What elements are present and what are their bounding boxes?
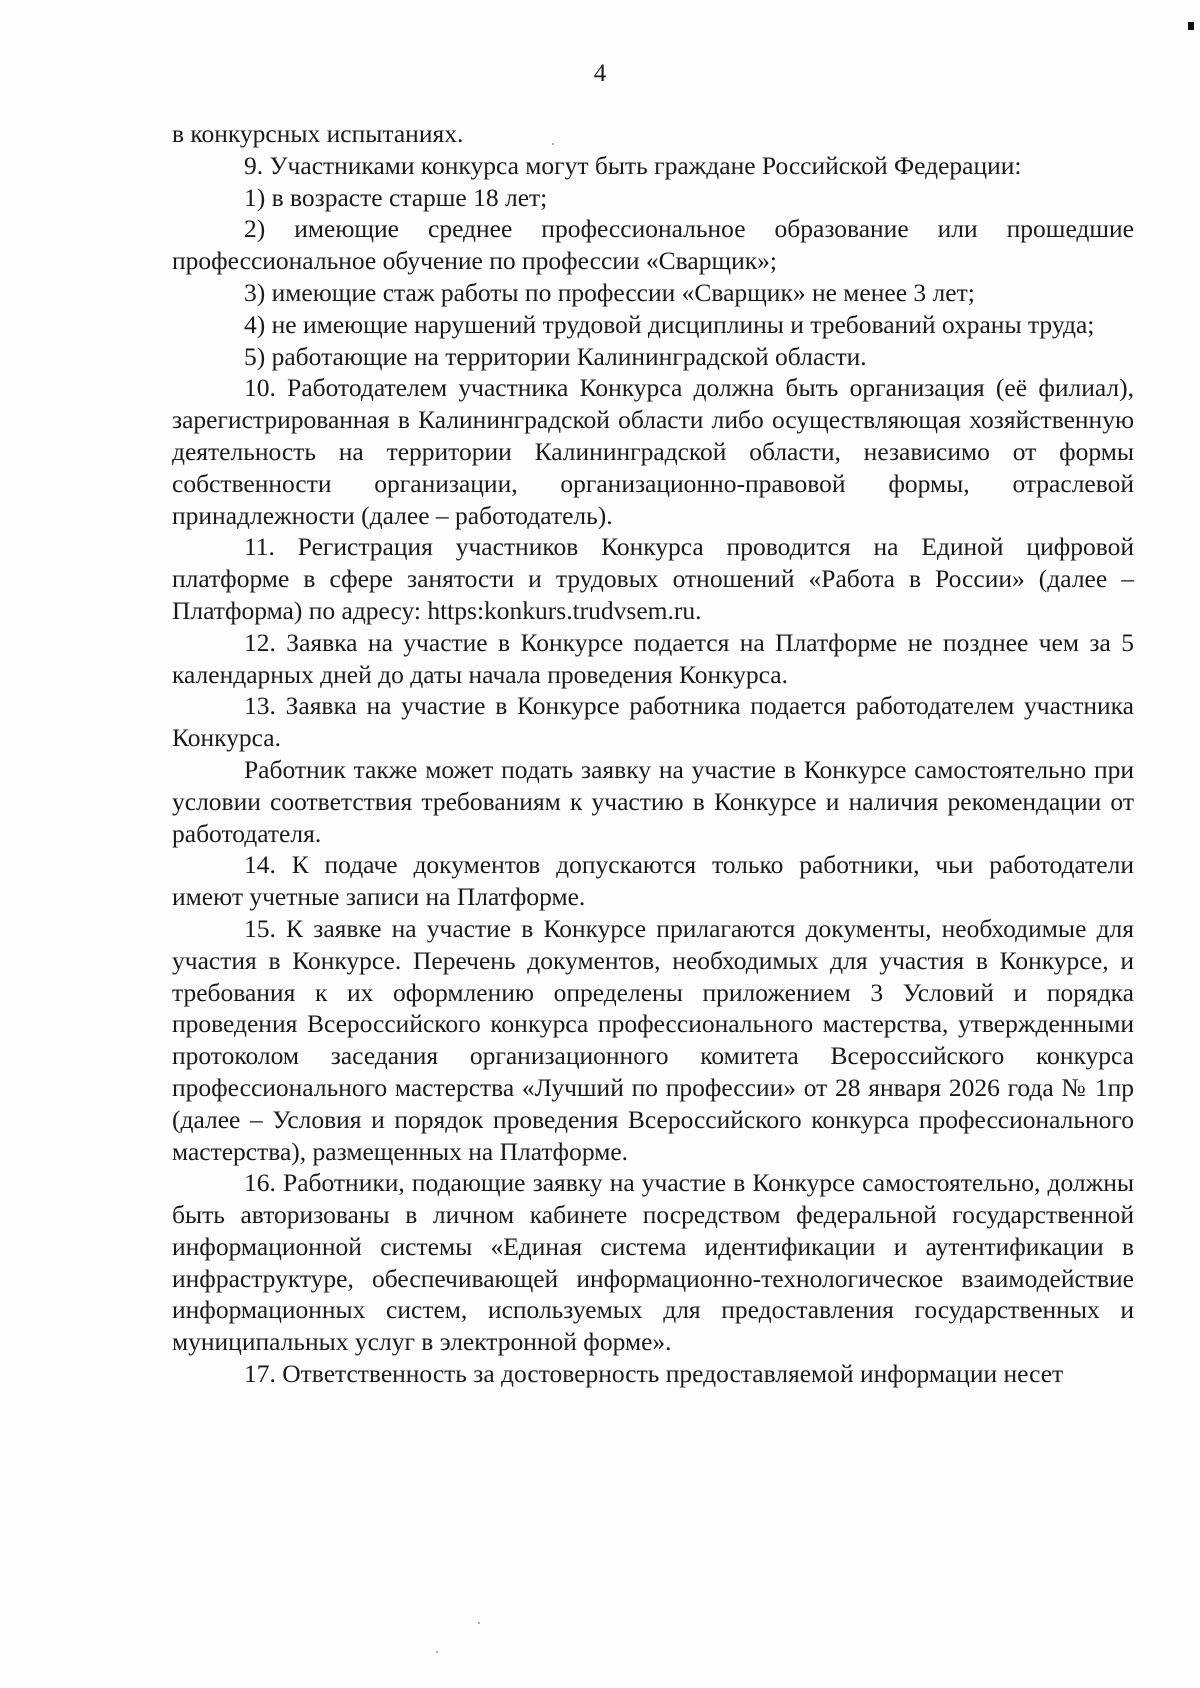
- scan-speck: [552, 143, 554, 145]
- paragraph-subitem-3: 3) имеющие стаж работы по профессии «Сварщик» не менее 3 лет;: [244, 277, 975, 307]
- page-number: 4: [593, 60, 607, 87]
- paragraph-item-13-note: Работник также может подать заявку на участие в Конкурсе самостоятельно при условии соответствия требованиям к участию в Конкурсе и наличия рекомендации от работодателя.: [172, 754, 1134, 848]
- paragraph-item-13: 13. Заявка на участие в Конкурсе работника подается работодателем участника Конкурса.: [172, 691, 1134, 753]
- paragraph-subitem-5: 5) работающие на территории Калининградской области.: [244, 341, 867, 371]
- document-body: [172, 118, 1134, 1390]
- scan-speck: [436, 1651, 438, 1653]
- scan-speck: [478, 1622, 480, 1624]
- paragraph-item-17: 17. Ответственность за достоверность предоставляемой информации несет: [244, 1359, 1064, 1389]
- paragraph-item-10: 10. Работодателем участника Конкурса должна быть организация (её филиал), зарегистрированная в Калининградской области либо осуществляющая хозяйственную деятельность на территории Калининградской области, независимо от формы собственности организации, организационно-правовой формы, отраслевой принадлежности (далее – работодатель).: [172, 373, 1134, 530]
- paragraph-subitem-4: 4) не имеющие нарушений трудовой дисциплины и требований охраны труда;: [244, 309, 1095, 339]
- paragraph-item-15: 15. К заявке на участие в Конкурсе прилагаются документы, необходимые для участия в Конкурсе. Перечень документов, необходимых для участия в Конкурсе, и требования к их оформлению определены приложением 3 Условий и порядка проведения Всероссийского конкурса профессионального мастерства, утвержденными протоколом заседания организационного комитета Всероссийского конкурса профессионального мастерства «Лучший по профессии» от 28 января 2026 года № 1пр (далее – Условия и порядок проведения Всероссийского конкурса профессионального мастерства), размещенных на Платформе.: [172, 913, 1134, 1166]
- scan-mark: [1188, 22, 1194, 30]
- paragraph-item-12: 12. Заявка на участие в Конкурсе подается на Платформе не позднее чем за 5 календарных дней до даты начала проведения Конкурса.: [172, 627, 1134, 689]
- paragraph-item-11: 11. Регистрация участников Конкурса проводится на Единой цифровой платформе в сфере занятости и трудовых отношений «Работа в России» (далее – Платформа) по адресу: https:konkurs.trudvsem.ru.: [172, 532, 1134, 625]
- paragraph-continuation: в конкурсных испытаниях.: [172, 119, 464, 148]
- paragraph-item-9: 9. Участниками конкурса могут быть граждане Российской Федерации:: [244, 150, 1022, 180]
- paragraph-item-14: 14. К подаче документов допускаются только работники, чьи работодатели имеют учетные записи на Платформе.: [172, 850, 1134, 912]
- paragraph-item-16: 16. Работники, подающие заявку на участие в Конкурсе самостоятельно, должны быть авторизованы в личном кабинете посредством федеральной государственной информационной системы «Единая система идентификации и аутентификации в инфраструктуре, обеспечивающей информационно-технологическое взаимодействие информационных систем, используемых для предоставления государственных и муниципальных услуг в электронной форме».: [172, 1168, 1134, 1357]
- paragraph-subitem-1: 1) в возрасте старше 18 лет;: [244, 182, 548, 212]
- paragraph-subitem-2: 2) имеющие среднее профессиональное образование или прошедшие профессиональное обучение по профессии «Сварщик»;: [172, 214, 1134, 276]
